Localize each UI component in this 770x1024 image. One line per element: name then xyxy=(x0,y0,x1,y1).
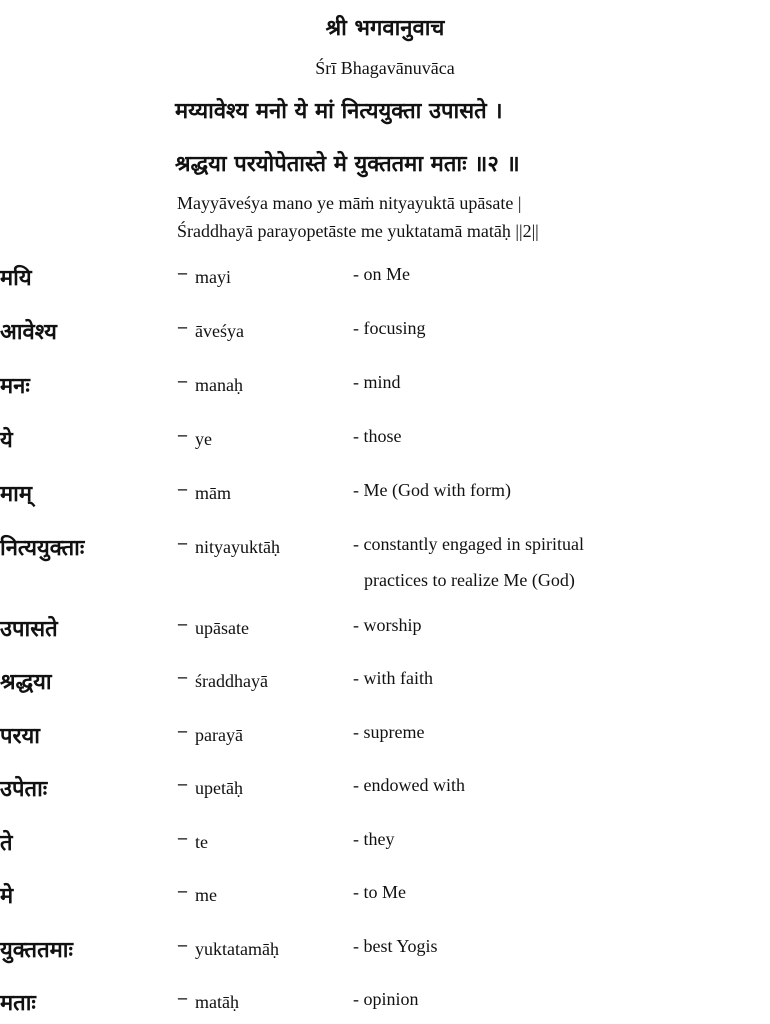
separator-dash: – xyxy=(178,666,187,686)
sanskrit-word: मताः xyxy=(0,991,36,1016)
word-transliteration: upāsate xyxy=(195,618,249,638)
separator-dash: – xyxy=(178,424,187,444)
word-transliteration: yuktatamāḥ xyxy=(195,939,279,959)
sanskrit-word: ते xyxy=(0,831,13,856)
word-meaning: - Me (God with form) xyxy=(353,480,511,500)
word-transliteration: manaḥ xyxy=(195,375,243,395)
separator-dash: – xyxy=(178,827,187,847)
word-transliteration: te xyxy=(195,832,208,852)
word-meaning: - supreme xyxy=(353,722,425,742)
separator-dash: – xyxy=(178,370,187,390)
sanskrit-word: माम् xyxy=(0,482,33,507)
glossary-row xyxy=(0,478,770,528)
separator-dash: – xyxy=(178,934,187,954)
word-transliteration: me xyxy=(195,885,217,905)
word-meaning: - mind xyxy=(353,372,401,392)
glossary-row xyxy=(0,316,770,366)
sanskrit-word: उपेताः xyxy=(0,777,48,802)
separator-dash: – xyxy=(178,532,187,552)
word-meaning-continued: practices to realize Me (God) xyxy=(364,570,575,590)
word-transliteration: mayi xyxy=(195,267,231,287)
word-meaning: - focusing xyxy=(353,318,426,338)
sanskrit-word: मे xyxy=(0,884,14,909)
separator-dash: – xyxy=(178,478,187,498)
word-transliteration: parayā xyxy=(195,725,243,745)
sanskrit-word: ये xyxy=(0,428,13,453)
title-devanagari: श्री भगवानुवाच xyxy=(325,16,445,41)
separator-dash: – xyxy=(178,613,187,633)
glossary-row xyxy=(0,880,770,930)
glossary-row xyxy=(0,773,770,823)
word-meaning: - they xyxy=(353,829,395,849)
glossary-row xyxy=(0,532,770,612)
separator-dash: – xyxy=(178,987,187,1007)
word-transliteration: śraddhayā xyxy=(195,671,268,691)
word-meaning: - with faith xyxy=(353,668,433,688)
title-transliteration: Śrī Bhagavānuvāca xyxy=(315,58,455,78)
glossary-row xyxy=(0,987,770,1023)
sanskrit-word: मनः xyxy=(0,374,30,399)
glossary-row xyxy=(0,827,770,877)
glossary-row xyxy=(0,613,770,663)
word-meaning: - best Yogis xyxy=(353,936,438,956)
word-meaning: - constantly engaged in spiritual practices to realize Me (God) xyxy=(353,526,753,598)
verse-line-1: मय्यावेश्य मनो ये मां नित्ययुक्ता उपासते । xyxy=(175,99,503,124)
verse-transliteration-line-2: Śraddhayā parayopetāste me yuktatamā matāḥ ||2|| xyxy=(177,221,539,241)
verse-line-2: श्रद्धया परयोपेतास्ते मे युक्ततमा मताः ॥२ ॥ xyxy=(175,152,520,177)
sanskrit-word: परया xyxy=(0,724,40,749)
separator-dash: – xyxy=(178,880,187,900)
sanskrit-word: नित्ययुक्ताः xyxy=(0,536,85,561)
word-transliteration: āveśya xyxy=(195,321,244,341)
separator-dash: – xyxy=(178,262,187,282)
glossary-row xyxy=(0,720,770,770)
glossary-row xyxy=(0,424,770,474)
word-meaning: - opinion xyxy=(353,989,419,1009)
glossary-row xyxy=(0,370,770,420)
word-meaning: - to Me xyxy=(353,882,406,902)
word-transliteration: upetāḥ xyxy=(195,778,243,798)
word-meaning: - on Me xyxy=(353,264,410,284)
separator-dash: – xyxy=(178,773,187,793)
word-transliteration: ye xyxy=(195,429,212,449)
word-meaning: - worship xyxy=(353,615,422,635)
sanskrit-word: मयि xyxy=(0,266,32,291)
sanskrit-word: उपासते xyxy=(0,617,58,642)
glossary-row xyxy=(0,666,770,716)
sanskrit-word: श्रद्धया xyxy=(0,670,52,695)
glossary-row xyxy=(0,262,770,312)
glossary-row xyxy=(0,934,770,984)
sanskrit-word: आवेश्य xyxy=(0,320,57,345)
word-transliteration: nityayuktāḥ xyxy=(195,537,280,557)
word-meaning: - those xyxy=(353,426,402,446)
sanskrit-word: युक्ततमाः xyxy=(0,938,73,963)
separator-dash: – xyxy=(178,720,187,740)
verse-transliteration-line-1: Mayyāveśya mano ye māṁ nityayuktā upāsate | xyxy=(177,193,522,213)
word-meaning: - endowed with xyxy=(353,775,465,795)
word-transliteration: mām xyxy=(195,483,231,503)
separator-dash: – xyxy=(178,316,187,336)
word-transliteration: matāḥ xyxy=(195,992,239,1012)
